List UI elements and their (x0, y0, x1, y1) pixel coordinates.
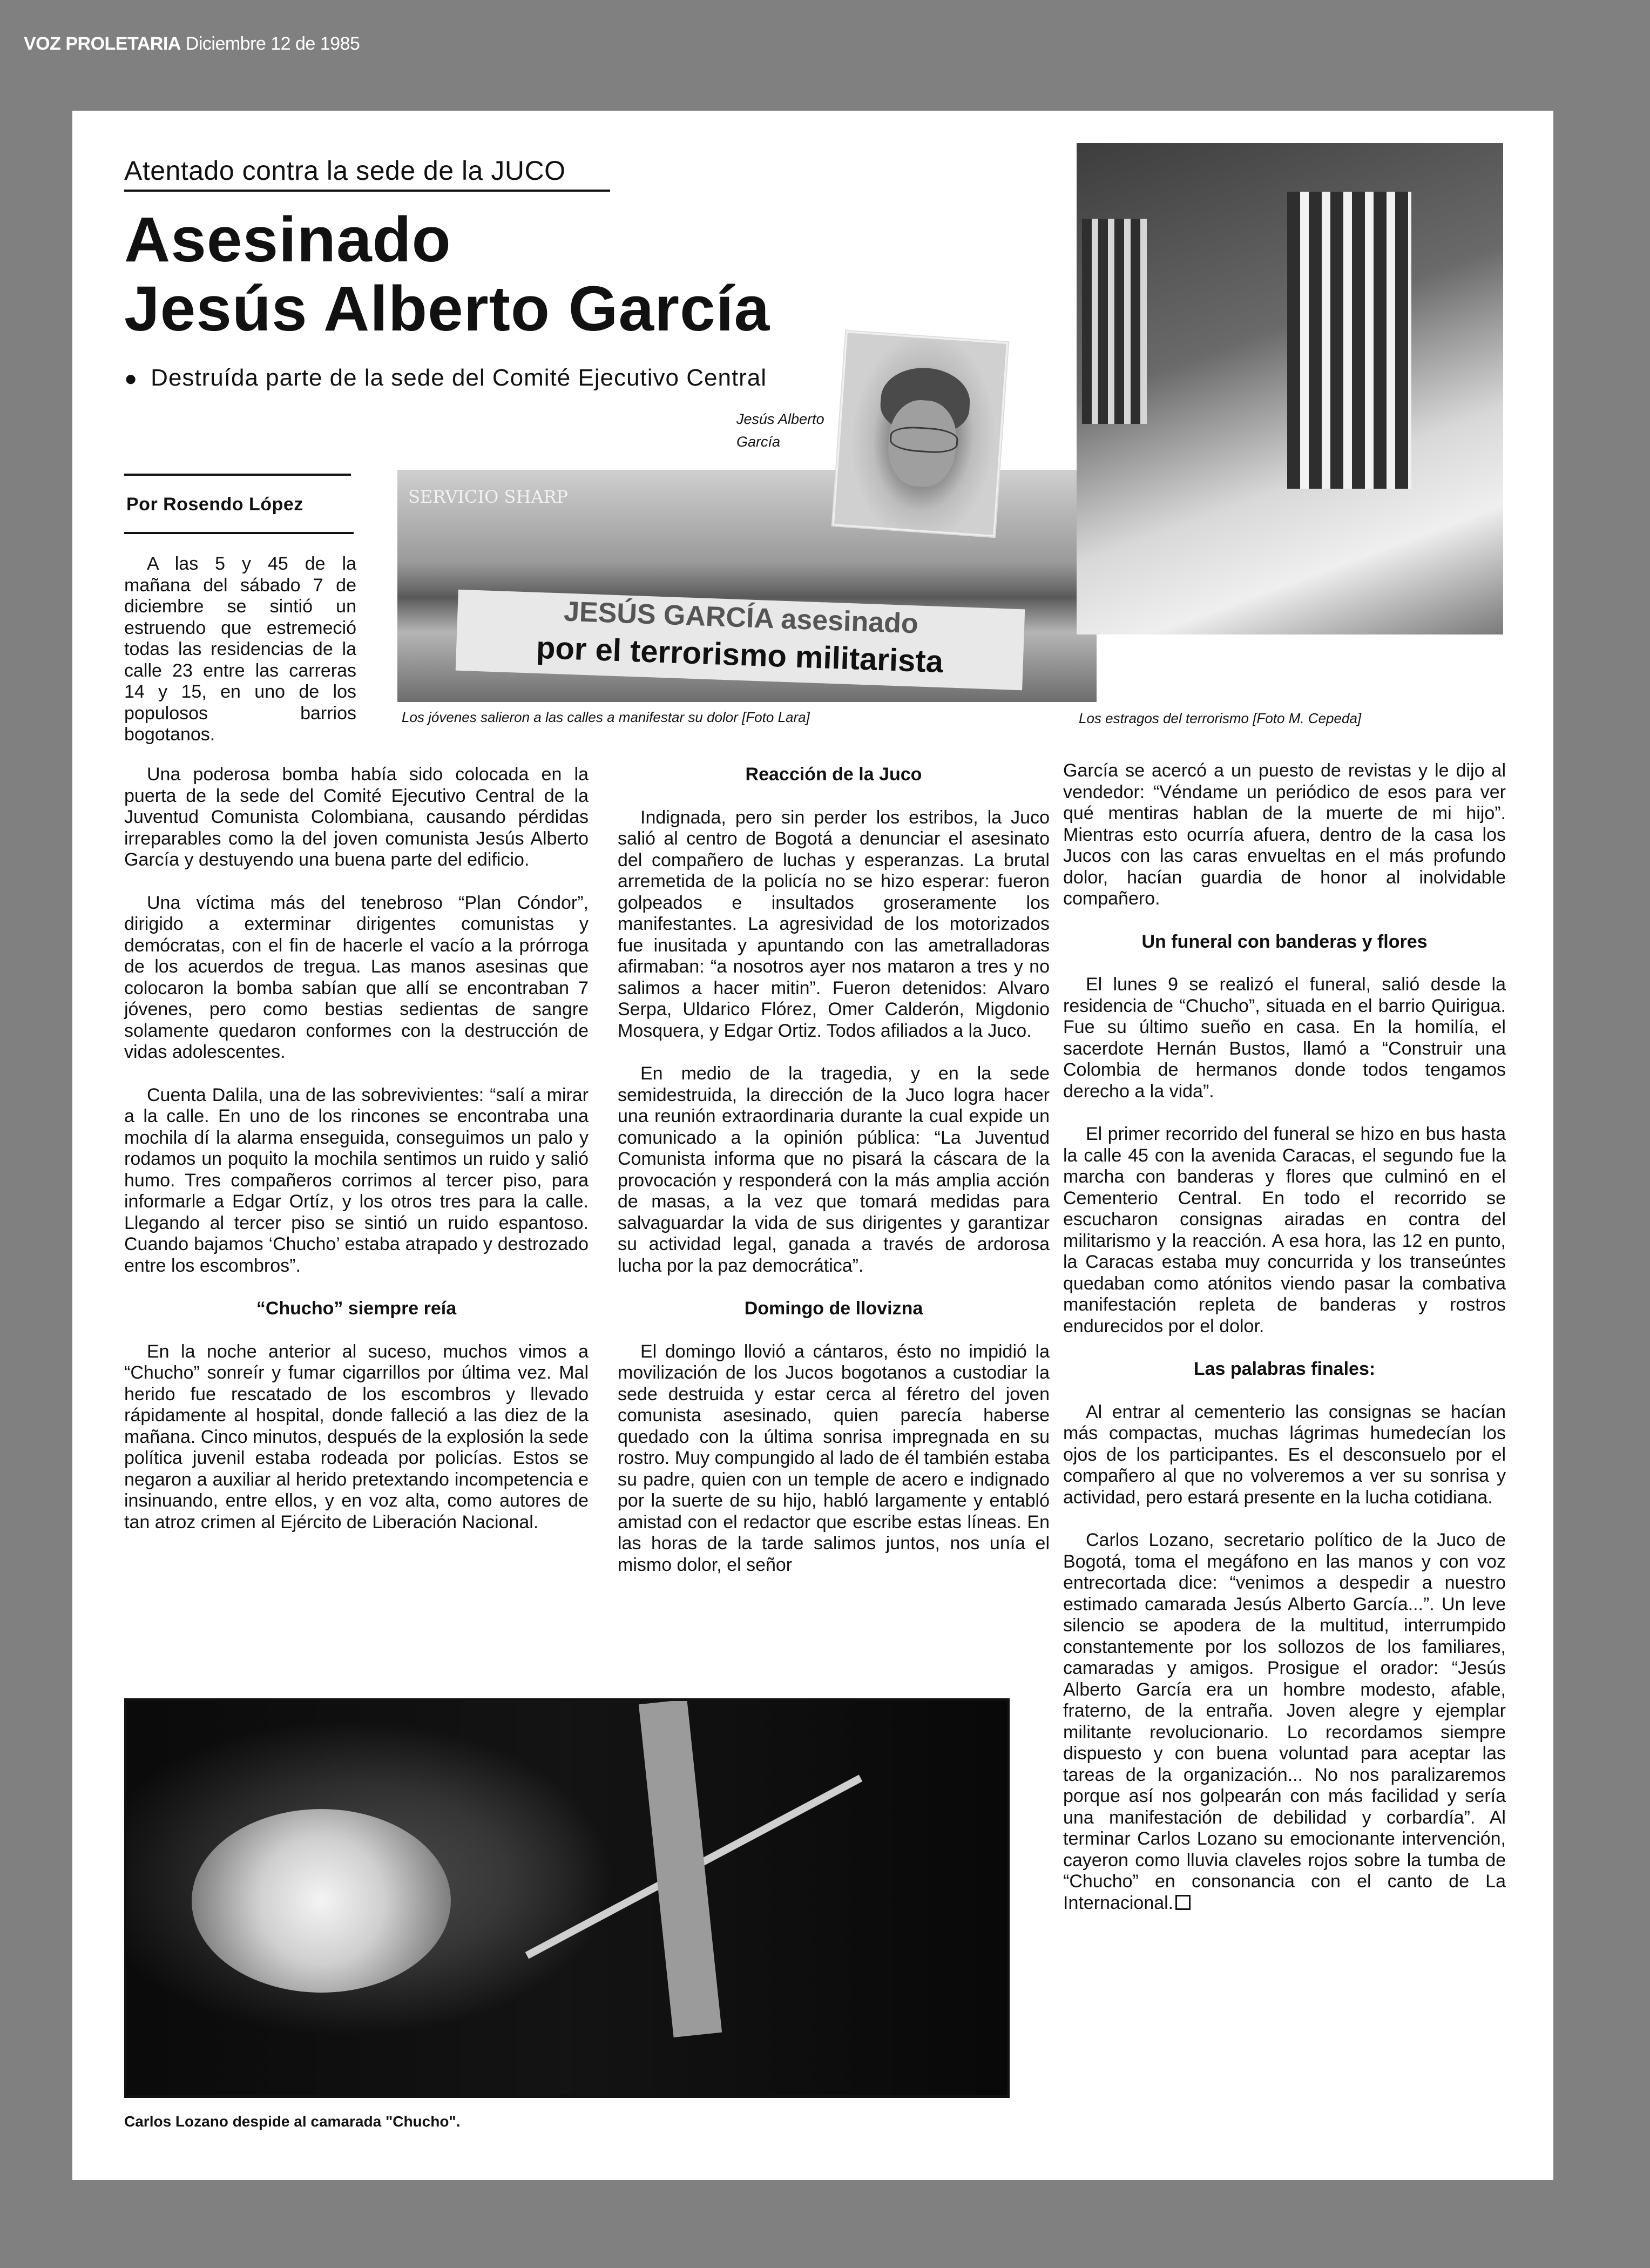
newspaper-page (72, 111, 1553, 2180)
body-paragraph: En la noche anterior al suceso, muchos vimos a “Chucho” sonreír y fumar cigarrillos por última vez. Mal herido fue rescatado de los escombros y llevado rápidamente al hospital, donde falleció a las diez de la mañana. Cinco minutos, después de la explosión la sede política juvenil estaba rodeada por policías. Estos se negaron a auxiliar al herido pretextando incompetencia e insinuando, entre ellos, y en voz alta, como autores de tan atroz crimen al Ejército de Liberación Nacional. (124, 1341, 589, 1533)
damage-caption: Los estragos del terrorismo [Foto M. Cepeda] (1079, 710, 1362, 726)
protest-banner (456, 590, 1025, 691)
byline-rule-bottom (124, 532, 354, 534)
publication-header (24, 33, 360, 55)
section-heading: Domingo de llovizna (744, 1298, 923, 1319)
photo-sign-text: SERVICIO SHARP (408, 487, 569, 507)
portrait-caption: Jesús Alberto García (736, 411, 824, 450)
body-paragraph: El primer recorrido del funeral se hizo en bus hasta la calle 45 con la avenida Caracas, el segundo fue la marcha con banderas y flores que culminó en el Cementerio Central. En todo el recorrido se escucharon consignas airadas en contra del militarismo y la reacción. A esa hora, las 12 en punto, la Caracas estaba muy concurrida y los transeúntes quedaban como atónitos viendo pasar la combativa manifestación repleta de banderas y rostros endurecidos por el dolor. (1063, 1124, 1506, 1336)
end-of-article-icon (1175, 1895, 1191, 1910)
column-1 (124, 764, 589, 1555)
lead-text: A las 5 y 45 de la mañana del sábado 7 de diciembre se sintió un estruendo que estremeció todas las residencias de la calle 23 entre las carreras 14 y 15, en uno de los populosos barrios bogotanos. (124, 554, 356, 745)
article-subhead (124, 364, 767, 392)
subhead-text: Destruída parte de la sede del Comité Ejecutivo Central (151, 364, 767, 391)
body-paragraph: Una poderosa bomba había sido colocada en la puerta de la sede del Comité Ejecutivo Central de la Juventud Comunista Colombiana, causando pérdidas irreparables como la del joven comunista Jesús Alberto García y destuyendo una buena parte del edificio. (124, 764, 589, 870)
gate-bars (1287, 192, 1411, 489)
body-paragraph: El domingo llovió a cántaros, ésto no impidió la movilización de los Jucos bogotanos a custodiar la sede destruida y estar cerca al féretro del joven comunista asesinado, quien parecía haberse quedado con la última sonrisa impregnada en su rostro. Muy compungido al lado de él también estaba su padre, quien con un temple de acero e indignado por la suerte de su hijo, habló largamente y entabló amistad con el redactor que escribe estas líneas. En las horas de la tarde salimos juntos, nos unía el mismo dolor, el señor (618, 1341, 1050, 1575)
body-paragraph: El lunes 9 se realizó el funeral, salió desde la residencia de “Chucho”, situada en el barrio Quirigua. Fue su último sueño en casa. En la homilía, el sacerdote Hernán Bustos, llamó a “Construir una Colombia de hermanos donde todos tengamos derecho a la vida”. (1063, 974, 1506, 1102)
banner-line-2: por el terrorismo militarista (536, 630, 944, 680)
headline-line-1: Asesinado (124, 204, 451, 275)
damage-photo (1077, 143, 1503, 634)
column-2 (618, 764, 1050, 1597)
section-heading: Reacción de la Juco (745, 764, 922, 785)
funeral-photo (124, 1698, 1010, 2098)
continued-paragraph: García se acercó a un puesto de revistas y le dijo al vendedor: “Véndame un periódico de esos para ver qué mentiras hablan de la muerte de mi hijo”. Mientras esto ocurría afuera, dentro de la casa los Jucos con las caras envueltas en el más profundo dolor, hacían guardia de honor al inolvidable compañero. (1063, 760, 1506, 909)
publication-name: VOZ PROLETARIA (24, 33, 181, 54)
section-heading: Las palabras finales: (1193, 1359, 1376, 1379)
body-paragraph: Indignada, pero sin perder los estribos, la Juco salió al centro de Bogotá a denunciar el asesinato del compañero de luchas y esperanzas. La brutal arremetida de la policía no se hizo esperar: fueron golpeados e insultados groseramente los manifestantes. La agresividad de los motorizados fue inusitada y apuntando con las ametralladoras afirmaban: “a nosotros ayer nos mataron a tres y no salimos a hacer mitin”. Fueron detenidos: Alvaro Serpa, Uldarico Flórez, Omer Calderón, Migdonio Mosquera, y Edgar Ortiz. Todos afiliados a la Juco. (618, 807, 1050, 1041)
article-kicker: Atentado contra la sede de la JUCO (124, 155, 610, 192)
portrait-photo (833, 331, 1008, 537)
funeral-caption: Carlos Lozano despide al camarada "Chucho". (124, 2113, 461, 2130)
lead-paragraph (124, 554, 356, 746)
body-paragraph: Cuenta Dalila, una de las sobrevivientes: “salí a mirar a la calle. En uno de los rincones se encontraba una mochila dí la alarma enseguida, conseguimos un palo y rodamos un poquito la mochila sentimos un ruido y salió humo. Tres compañeros corrimos al tercer piso, para informarle a Edgar Ortíz, y los otros tres para la calle. Llegando al tercer piso se sintió un ruido espantoso. Cuando bajamos ‘Chucho’ estaba atrapado y destrozado entre los escombros”. (124, 1084, 589, 1276)
flower-wreath (192, 1809, 451, 1993)
section-heading: “Chucho” siempre reía (256, 1298, 457, 1319)
article-headline (124, 205, 770, 343)
byline: Por Rosendo López (126, 494, 303, 515)
publication-date: Diciembre 12 de 1985 (185, 33, 360, 54)
banner-line-1: JESÚS GARCÍA asesinado (563, 596, 919, 640)
body-paragraph: Una víctima más del tenebroso “Plan Cóndor”, dirigido a exterminar dirigentes comunistas y demócratas, con el fin de hacerle el vacío a la prórroga de los acuerdos de tregua. Las manos asesinas que colocaron la bomba sabían que allí se encontraban 7 jóvenes, pero como bestias sedientas de sangre solamente quedaron conformes con la destrucción de vidas adolescentes. (124, 892, 589, 1062)
byline-rule-top (124, 474, 351, 476)
column-3 (1063, 760, 1506, 1935)
headline-line-2: Jesús Alberto García (124, 273, 770, 345)
bullet-icon: ● (124, 367, 138, 390)
body-paragraph: En medio de la tragedia, y en la sede semidestruida, la dirección de la Juco logra hacer una reunión extraordinaria durante la cual expide un comunicado a la opinión pública: “La Juventud Comunista informa que no pisará la cáscara de la provocación y responderá con la más amplia acción de masas, a la vez que tomará medidas para salvaguardar la vida de sus dirigentes y garantizar su actividad legal, ganada a través de ardorosa lucha por la paz democrática”. (618, 1063, 1050, 1276)
body-paragraph: Carlos Lozano, secretario político de la Juco de Bogotá, toma el megáfono en las manos y con voz entrecortada dice: “venimos a despedir a nuestro estimado camarada Jesús Alberto García...”. Un leve silencio se apodera de la multitud, interrumpido constantemente por los sollozos de los familiares, camaradas y amigos. Prosigue el orador: “Jesús Alberto García era un hombre modesto, afable, fraterno, de la entraña. Joven alegre y ejemplar militante revolucionario. Lo recordamos siempre dispuesto y con buena voluntad para aceptar las tareas de la organización... No nos paralizaremos porque así nos golpearán con más facilidad y sería una manifestación de debilidad y corbardía”. Al terminar Carlos Lozano su emocionante intervención, cayeron como lluvia claveles rojos sobre la tumba de “Chucho” en consonancia con el canto de La Internacional. (1063, 1530, 1506, 1913)
body-paragraph: Al entrar al cementerio las consignas se hacían más compactas, muchas lágrimas humedecían los ojos de los participantes. Es el desconsuelo por el compañero al que no volveremos a ver su sonrisa y actividad, pero estará presente en la lucha cotidiana. (1063, 1401, 1506, 1508)
section-heading: Un funeral con banderas y flores (1141, 931, 1428, 952)
demonstration-caption: Los jóvenes salieron a las calles a manifestar su dolor [Foto Lara] (402, 709, 810, 725)
megaphone (639, 1699, 722, 2037)
gate-bars-left (1082, 219, 1147, 424)
